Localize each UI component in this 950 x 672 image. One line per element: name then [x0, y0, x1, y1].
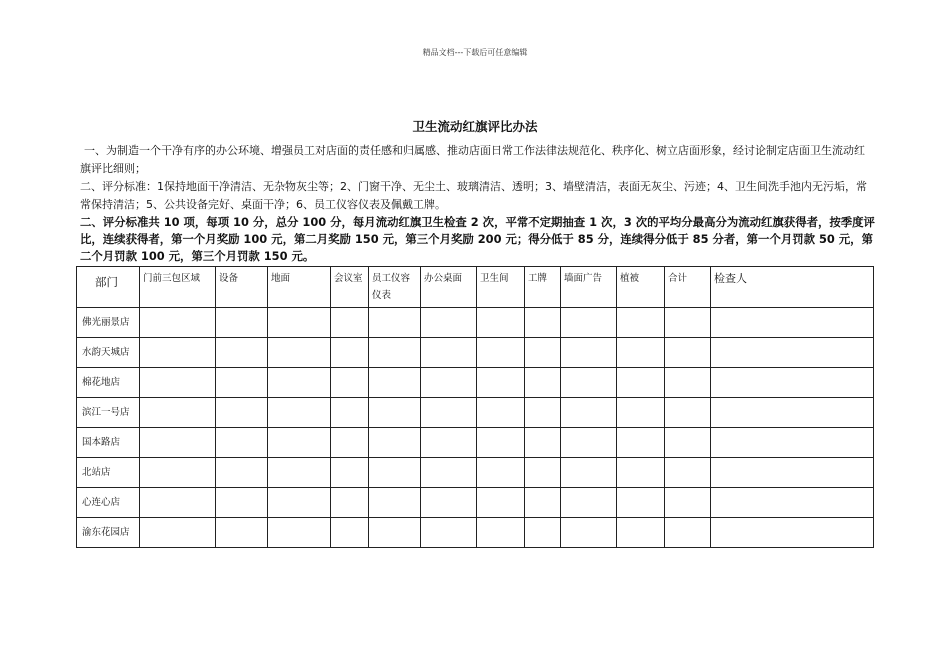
inspector-cell[interactable] [711, 308, 874, 338]
score-cell[interactable] [268, 308, 331, 338]
score-cell[interactable] [331, 398, 369, 428]
score-cell[interactable] [561, 368, 617, 398]
table-row [77, 308, 874, 338]
score-cell[interactable] [421, 488, 477, 518]
score-cell[interactable] [140, 368, 216, 398]
score-cell[interactable] [331, 428, 369, 458]
score-cell[interactable] [477, 488, 525, 518]
department-cell: 水韵天城店 [77, 338, 140, 368]
department-cell: 心连心店 [77, 488, 140, 518]
score-cell[interactable] [525, 518, 561, 548]
score-cell[interactable] [561, 458, 617, 488]
document-title: 卫生流动红旗评比办法 [412, 119, 538, 134]
total-cell[interactable] [665, 488, 711, 518]
score-cell[interactable] [216, 488, 268, 518]
score-cell[interactable] [525, 488, 561, 518]
department-cell: 国本路店 [77, 428, 140, 458]
table-row [77, 518, 874, 548]
score-cell[interactable] [140, 488, 216, 518]
column-header: 部门 [77, 267, 140, 308]
score-cell[interactable] [140, 308, 216, 338]
score-cell[interactable] [477, 308, 525, 338]
total-cell[interactable] [665, 308, 711, 338]
score-cell[interactable] [561, 338, 617, 368]
score-cell[interactable] [216, 458, 268, 488]
paragraph-criteria: 二、评分标准：1保持地面干净清洁、无杂物灰尘等；2、门窗干净、无尘土、玻璃清洁、透明；3、墙壁清洁，表面无灰尘、污迹；4、卫生间洗手池内无污垢，常常保持清洁；5、公共设备完好、桌面干净；6、员工仪容仪表及佩戴工牌。 [80, 180, 867, 211]
department-cell: 北站店 [77, 458, 140, 488]
score-cell[interactable] [617, 338, 665, 368]
score-cell[interactable] [617, 308, 665, 338]
department-cell: 棉花地店 [77, 368, 140, 398]
score-cell[interactable] [525, 308, 561, 338]
score-cell[interactable] [561, 518, 617, 548]
score-cell[interactable] [216, 428, 268, 458]
inspection-table [76, 266, 874, 548]
score-cell[interactable] [421, 398, 477, 428]
score-cell[interactable] [369, 338, 421, 368]
column-header: 办公桌面 [421, 267, 477, 308]
score-cell[interactable] [617, 428, 665, 458]
score-cell[interactable] [268, 398, 331, 428]
paragraph-scoring-rules: 二、评分标准共 10 项，每项 10 分，总分 100 分，每月流动红旗卫生检查 2 次，平常不定期抽查 1 次，3 次的平均分最高分为流动红旗获得者，按季度评比，连续获得者，第一个月奖励 100 元，第二月奖励 150 元，第三个月奖励 200 元；得分低于 85 分，连续得分低于 85 分者，第一个月罚款 50 元，第二个月罚款 100 元，第三个月罚款 150 元。 [80, 215, 875, 263]
score-cell[interactable] [268, 368, 331, 398]
column-header: 地面 [268, 267, 331, 308]
score-cell[interactable] [140, 338, 216, 368]
column-header: 工牌 [525, 267, 561, 308]
inspector-cell[interactable] [711, 458, 874, 488]
score-cell[interactable] [331, 458, 369, 488]
score-cell[interactable] [477, 518, 525, 548]
inspector-cell[interactable] [711, 398, 874, 428]
score-cell[interactable] [617, 488, 665, 518]
score-cell[interactable] [421, 458, 477, 488]
score-cell[interactable] [561, 398, 617, 428]
inspector-cell[interactable] [711, 368, 874, 398]
column-header: 员工仪容仪表 [369, 267, 421, 308]
score-cell[interactable] [331, 308, 369, 338]
paragraph-purpose: 一、为制造一个干净有序的办公环境、增强员工对店面的责任感和归属感、推动店面日常工作法律法规范化、秩序化、树立店面形象，经讨论制定店面卫生流动红旗评比细则； [80, 144, 865, 175]
department-cell: 渝东花园店 [77, 518, 140, 548]
score-cell[interactable] [525, 368, 561, 398]
score-cell[interactable] [140, 428, 216, 458]
table-header-row [77, 267, 874, 308]
score-cell[interactable] [525, 428, 561, 458]
score-cell[interactable] [477, 428, 525, 458]
score-cell[interactable] [268, 338, 331, 368]
column-header: 植被 [617, 267, 665, 308]
score-cell[interactable] [331, 368, 369, 398]
score-cell[interactable] [216, 368, 268, 398]
score-cell[interactable] [369, 308, 421, 338]
table-row [77, 458, 874, 488]
inspector-cell[interactable] [711, 338, 874, 368]
total-cell[interactable] [665, 368, 711, 398]
inspector-cell[interactable] [711, 428, 874, 458]
table-row [77, 398, 874, 428]
score-cell[interactable] [369, 518, 421, 548]
total-cell[interactable] [665, 338, 711, 368]
score-cell[interactable] [369, 368, 421, 398]
column-header: 合计 [665, 267, 711, 308]
score-cell[interactable] [477, 368, 525, 398]
score-cell[interactable] [421, 518, 477, 548]
score-cell[interactable] [617, 458, 665, 488]
table-row [77, 368, 874, 398]
page-header-note: 精品文档---下载后可任意编辑 [422, 48, 528, 57]
score-cell[interactable] [421, 368, 477, 398]
column-header: 检查人 [711, 267, 874, 308]
column-header: 会议室 [331, 267, 369, 308]
score-cell[interactable] [140, 398, 216, 428]
score-cell[interactable] [268, 458, 331, 488]
score-cell[interactable] [216, 338, 268, 368]
total-cell[interactable] [665, 458, 711, 488]
table-row [77, 428, 874, 458]
score-cell[interactable] [561, 488, 617, 518]
table-row [77, 488, 874, 518]
score-cell[interactable] [525, 338, 561, 368]
column-header: 门前三包区域 [140, 267, 216, 308]
score-cell[interactable] [369, 428, 421, 458]
score-cell[interactable] [617, 518, 665, 548]
score-cell[interactable] [369, 458, 421, 488]
score-cell[interactable] [525, 398, 561, 428]
score-cell[interactable] [421, 308, 477, 338]
score-cell[interactable] [216, 398, 268, 428]
score-cell[interactable] [421, 338, 477, 368]
score-cell[interactable] [561, 428, 617, 458]
column-header: 卫生间 [477, 267, 525, 308]
score-cell[interactable] [268, 518, 331, 548]
column-header: 设备 [216, 267, 268, 308]
score-cell[interactable] [369, 398, 421, 428]
score-cell[interactable] [331, 338, 369, 368]
score-cell[interactable] [268, 428, 331, 458]
total-cell[interactable] [665, 428, 711, 458]
column-header: 墙面广告 [561, 267, 617, 308]
score-cell[interactable] [477, 338, 525, 368]
department-cell: 滨江一号店 [77, 398, 140, 428]
score-cell[interactable] [369, 488, 421, 518]
score-cell[interactable] [140, 518, 216, 548]
score-cell[interactable] [268, 488, 331, 518]
total-cell[interactable] [665, 518, 711, 548]
score-cell[interactable] [477, 398, 525, 428]
score-cell[interactable] [477, 458, 525, 488]
score-cell[interactable] [617, 368, 665, 398]
department-cell: 佛光丽景店 [77, 308, 140, 338]
score-cell[interactable] [525, 458, 561, 488]
score-cell[interactable] [140, 458, 216, 488]
inspector-cell[interactable] [711, 518, 874, 548]
score-cell[interactable] [421, 428, 477, 458]
score-cell[interactable] [216, 308, 268, 338]
score-cell[interactable] [561, 308, 617, 338]
total-cell[interactable] [665, 398, 711, 428]
score-cell[interactable] [216, 518, 268, 548]
inspector-cell[interactable] [711, 488, 874, 518]
score-cell[interactable] [331, 518, 369, 548]
score-cell[interactable] [617, 398, 665, 428]
score-cell[interactable] [331, 488, 369, 518]
table-row [77, 338, 874, 368]
